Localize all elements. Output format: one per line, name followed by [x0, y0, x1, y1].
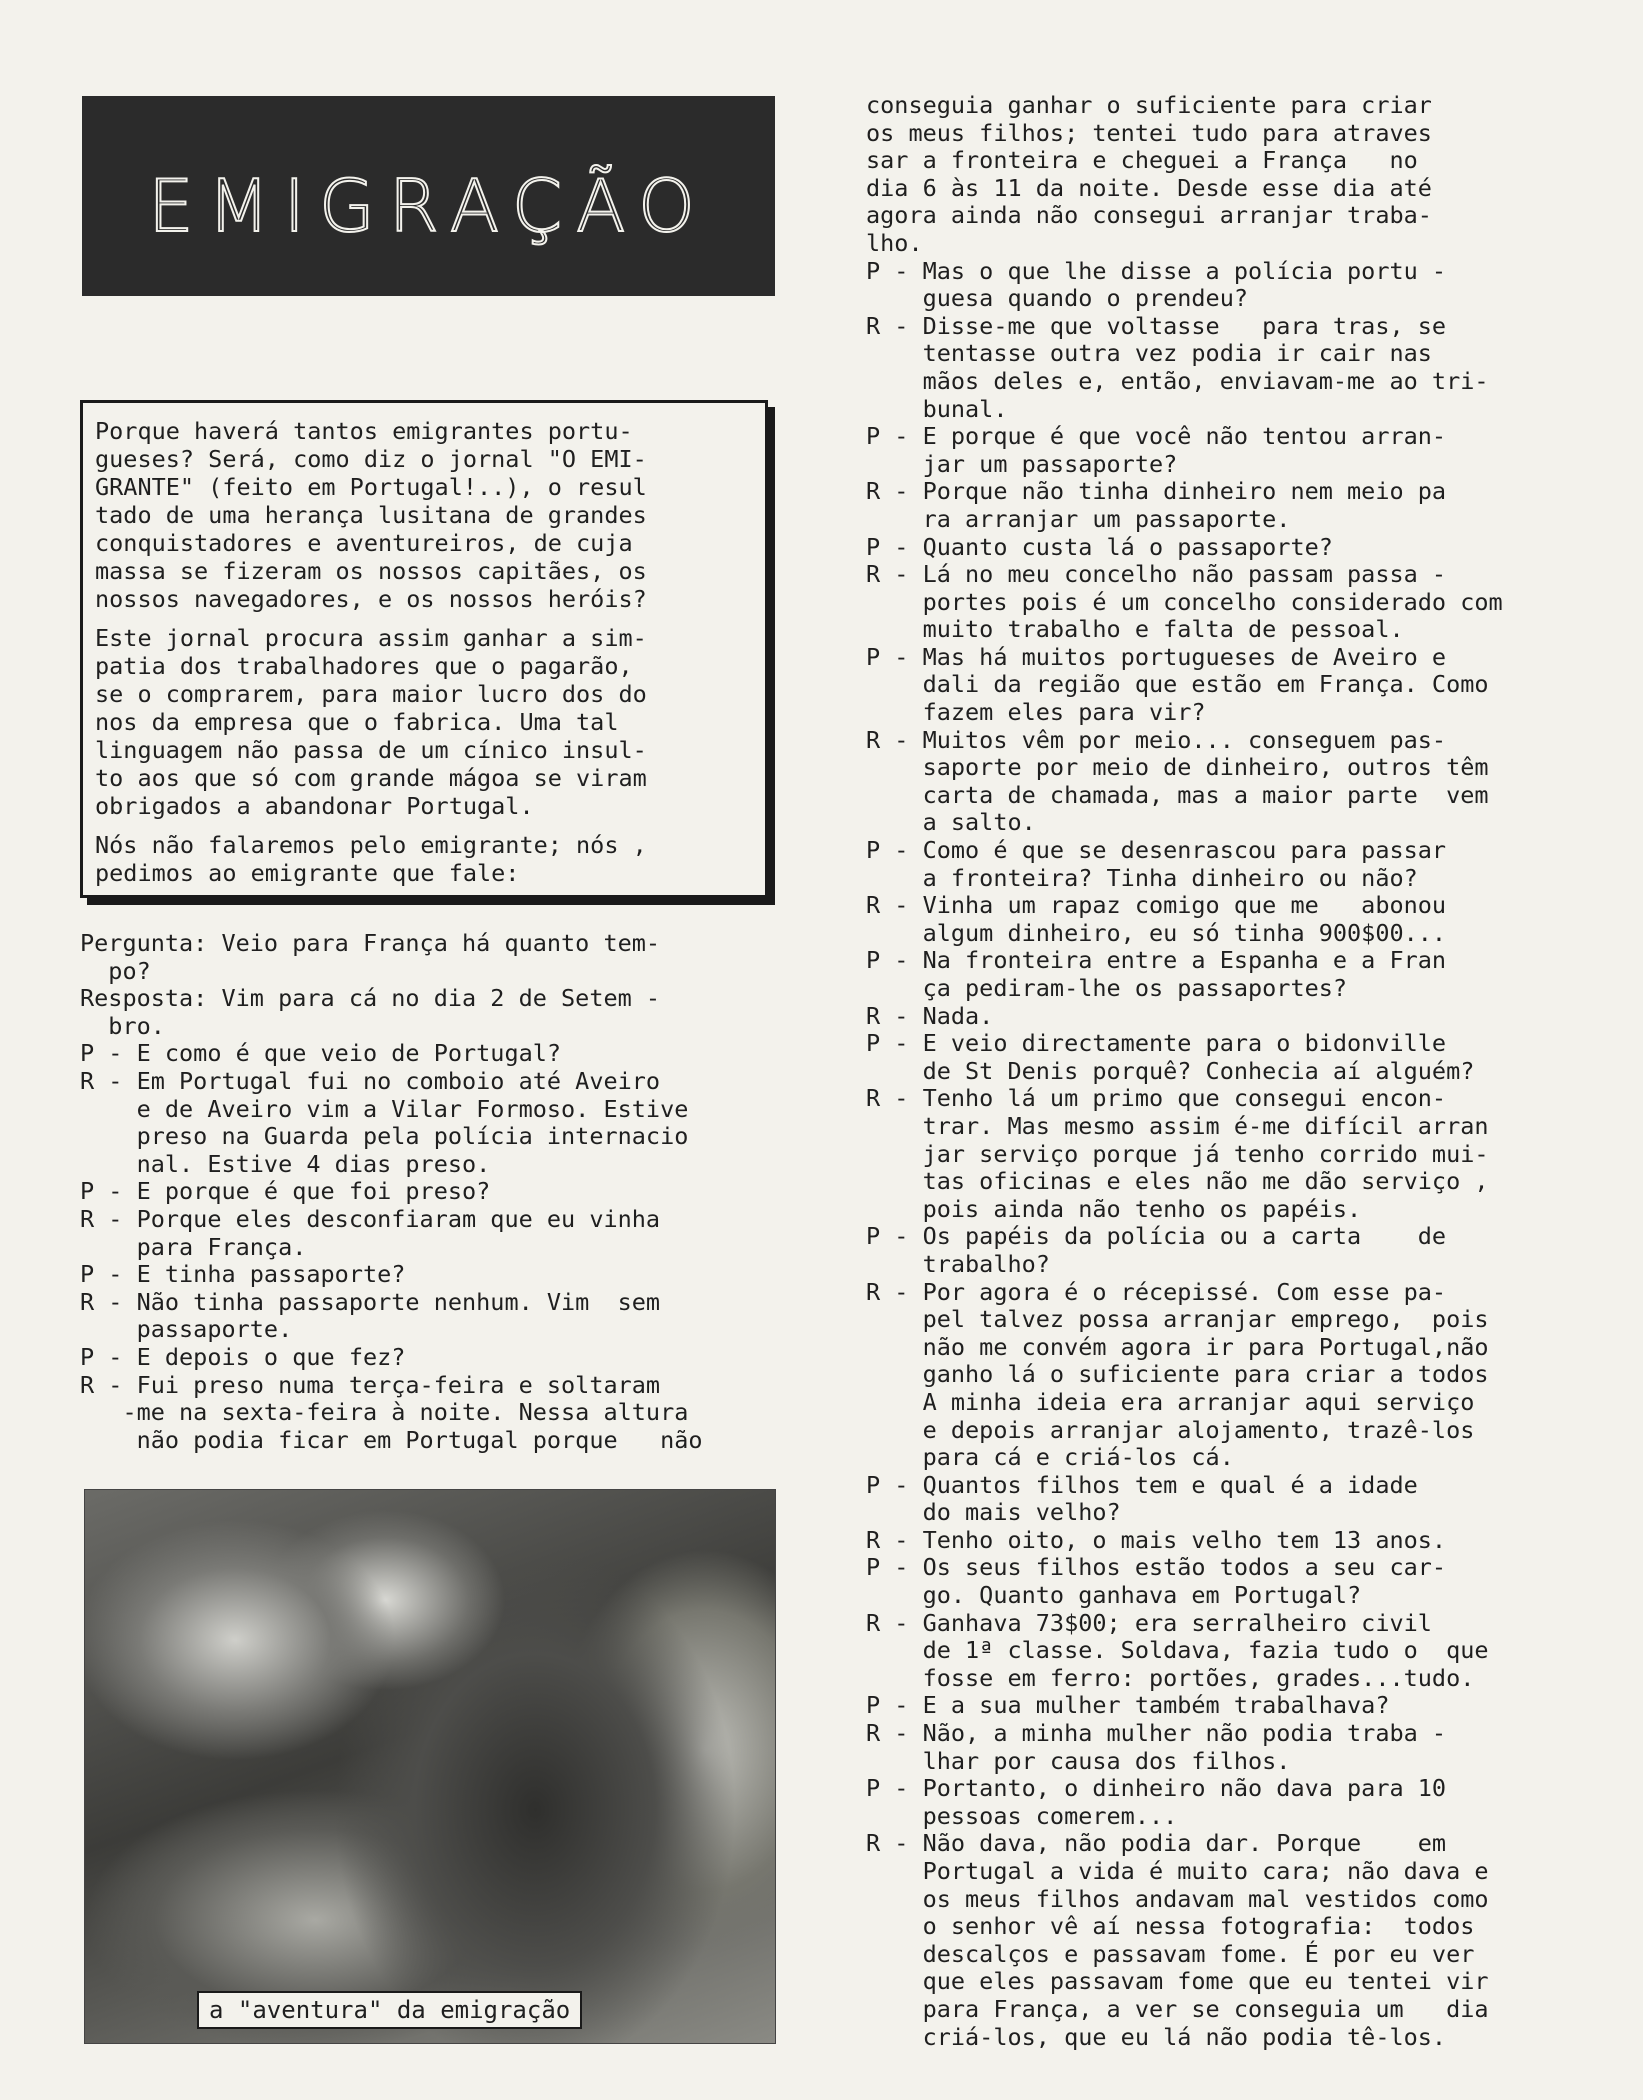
interview-line: R - Não dava, não podia dar. Porque em [866, 1829, 1447, 1858]
interview-line: R - Nada. [866, 1001, 994, 1030]
interview-line: preso na Guarda pela polícia internacio [80, 1122, 689, 1151]
interview-line: R - Tenho lá um primo que consegui encon- [866, 1084, 1447, 1113]
interview-line: P - Os papéis da polícia ou a carta de [866, 1222, 1447, 1251]
interview-line: A minha ideia era arranjar aqui serviço [866, 1387, 1475, 1416]
interview-line: a fronteira? Tinha dinheiro ou não? [866, 863, 1418, 892]
interview-line: muito trabalho e falta de pessoal. [866, 615, 1404, 644]
intro-paragraph-2: Este jornal procura assim ganhar a sim- patia dos trabalhadores que o pagarão, se o comprarem, para maior lucro dos do nos da empresa que o fabrica. Uma tal linguagem não passa de um cínico insul- to aos que só com grande mágoa se viram obrigados a abandonar Portugal. [95, 624, 647, 820]
interview-line: R - Vinha um rapaz comigo que me abonou [866, 891, 1447, 920]
interview-line: bro. [80, 1011, 165, 1040]
interview-line: Pergunta: Veio para França há quanto tem- [80, 929, 661, 957]
interview-line: não me convém agora ir para Portugal,não [866, 1332, 1489, 1361]
title-banner [82, 96, 775, 296]
interview-line: R - Ganhava 73$00; era serralheiro civil [866, 1608, 1432, 1637]
interview-line: P - E porque é que foi preso? [80, 1177, 491, 1206]
interview-line: passaporte. [80, 1315, 293, 1344]
interview-line: tas oficinas e eles não me dão serviço , [866, 1167, 1489, 1196]
interview-line: P - Como é que se desenrascou para passar [866, 836, 1447, 865]
interview-line: lho. [866, 228, 923, 257]
interview-line: P - Portanto, o dinheiro não dava para 10 [866, 1774, 1447, 1803]
interview-line: go. Quanto ganhava em Portugal? [866, 1581, 1362, 1610]
interview-line: sar a fronteira e cheguei a França no [866, 146, 1418, 175]
interview-line: do mais velho? [866, 1498, 1121, 1527]
interview-line: P - Os seus filhos estão todos a seu car- [866, 1553, 1447, 1582]
interview-line: jar um passaporte? [866, 449, 1178, 478]
interview-line: guesa quando o prendeu? [866, 284, 1249, 313]
interview-line: portes pois é um concelho considerado com [866, 587, 1503, 616]
interview-line: mãos deles e, então, enviavam-me ao tri- [866, 366, 1489, 395]
interview-column-right [866, 92, 1566, 2051]
intro-paragraph-3: Nós não falaremos pelo emigrante; nós , pedimos ao emigrante que fale: [95, 831, 647, 887]
interview-line: po? [80, 956, 151, 985]
interview-line: R - Porque eles desconfiaram que eu vinha [80, 1204, 661, 1233]
interview-line: algum dinheiro, eu só tinha 900$00... [866, 918, 1447, 947]
interview-line: ra arranjar um passaporte. [866, 504, 1291, 533]
interview-line: descalços e passavam fome. É por eu ver [866, 1939, 1475, 1968]
interview-line: os meus filhos andavam mal vestidos como [866, 1884, 1489, 1913]
interview-line: fazem eles para vir? [866, 698, 1206, 727]
interview-line: P - Quanto custa lá o passaporte? [866, 532, 1333, 561]
interview-line: dia 6 às 11 da noite. Desde esse dia até [866, 173, 1432, 202]
interview-line: Resposta: Vim para cá no dia 2 de Setem - [80, 984, 661, 1013]
interview-line: para França. [80, 1232, 307, 1261]
interview-line: R - Porque não tinha dinheiro nem meio pa [866, 477, 1447, 506]
interview-line: P - E a sua mulher também trabalhava? [866, 1691, 1390, 1720]
interview-line: pois ainda não tenho os papéis. [866, 1194, 1362, 1223]
interview-line: para França, a ver se conseguia um dia [866, 1994, 1489, 2023]
interview-line: P - E tinha passaporte? [80, 1260, 406, 1289]
interview-line: trabalho? [866, 1249, 1050, 1278]
interview-line: trar. Mas mesmo assim é-me difícil arran [866, 1111, 1489, 1140]
interview-line: P - Mas o que lhe disse a polícia portu - [866, 256, 1447, 285]
interview-line: saporte por meio de dinheiro, outros têm [866, 753, 1489, 782]
interview-line: a salto. [866, 808, 1036, 837]
interview-line: dali da região que estão em França. Como [866, 670, 1489, 699]
interview-line: P - E depois o que fez? [80, 1342, 406, 1371]
interview-line: R - Muitos vêm por meio... conseguem pas- [866, 725, 1447, 754]
interview-line: R - Tenho oito, o mais velho tem 13 anos. [866, 1525, 1447, 1554]
interview-line: P - E porque é que você não tentou arran- [866, 422, 1447, 451]
interview-line: R - Disse-me que voltasse para tras, se [866, 311, 1447, 340]
interview-line: de St Denis porquê? Conhecia aí alguém? [866, 1056, 1475, 1085]
interview-line: pessoas comerem... [866, 1801, 1178, 1830]
interview-line: P - Quantos filhos tem e qual é a idade [866, 1470, 1418, 1499]
page-title: EMIGRAÇÃO [148, 164, 709, 248]
interview-line: -me na sexta-feira à noite. Nessa altura [80, 1398, 689, 1427]
interview-line: carta de chamada, mas a maior parte vem [866, 780, 1489, 809]
interview-line: P - Mas há muitos portugueses de Aveiro e [866, 642, 1447, 671]
interview-line: jar serviço porque já tenho corrido mui- [866, 1139, 1489, 1168]
interview-line: o senhor vê aí nessa fotografia: todos [866, 1912, 1475, 1941]
interview-line: lhar por causa dos filhos. [866, 1746, 1291, 1775]
interview-line: e de Aveiro vim a Vilar Formoso. Estive [80, 1094, 689, 1123]
interview-line: nal. Estive 4 dias preso. [80, 1149, 491, 1178]
interview-column-left [80, 930, 780, 1454]
interview-line: P - Na fronteira entre a Espanha e a Fran [866, 946, 1447, 975]
emigration-photo [84, 1489, 776, 2044]
intro-paragraph-1: Porque haverá tantos emigrantes portu- gueses? Será, como diz o jornal "O EMI- GRANTE" (feito em Portugal!..), o resul tado de uma herança lusitana de grandes conquistadores e aventureiros, de cuja massa se fizeram os nossos capitães, os nossos navegadores, e os nossos heróis? [95, 417, 647, 613]
interview-line: os meus filhos; tentei tudo para atraves [866, 118, 1432, 147]
interview-line: pel talvez possa arranjar emprego, pois [866, 1305, 1489, 1334]
interview-line: R - Fui preso numa terça-feira e soltaram [80, 1370, 661, 1399]
interview-line: conseguia ganhar o suficiente para criar [866, 91, 1432, 119]
photo-caption: a "aventura" da emigração [197, 1991, 582, 2029]
interview-line: R - Lá no meu concelho não passam passa - [866, 560, 1447, 589]
interview-line: para cá e criá-los cá. [866, 1443, 1234, 1472]
interview-line: de 1ª classe. Soldava, fazia tudo o que [866, 1636, 1489, 1665]
interview-line: R - Não tinha passaporte nenhum. Vim sem [80, 1287, 661, 1316]
interview-line: R - Em Portugal fui no comboio até Aveiro [80, 1066, 661, 1095]
interview-line: não podia ficar em Portugal porque não [80, 1425, 703, 1454]
interview-line: agora ainda não consegui arranjar traba- [866, 201, 1432, 230]
interview-line: que eles passavam fome que eu tentei vir [866, 1967, 1489, 1996]
interview-line: ganho lá o suficiente para criar a todos [866, 1360, 1489, 1389]
interview-line: criá-los, que eu lá não podia tê-los. [866, 2022, 1447, 2051]
interview-line: bunal. [866, 394, 1008, 423]
interview-line: ça pediram-lhe os passaportes? [866, 974, 1348, 1002]
interview-line: Portugal a vida é muito cara; não dava e [866, 1857, 1489, 1885]
interview-line: R - Por agora é o récepissé. Com esse pa- [866, 1277, 1447, 1306]
interview-line: P - E como é que veio de Portugal? [80, 1039, 562, 1068]
interview-line: R - Não, a minha mulher não podia traba - [866, 1719, 1447, 1748]
interview-line: fosse em ferro: portões, grades...tudo. [866, 1663, 1475, 1692]
interview-line: P - E veio directamente para o bidonville [866, 1029, 1447, 1058]
interview-line: e depois arranjar alojamento, trazê-los [866, 1415, 1475, 1444]
interview-line: tentasse outra vez podia ir cair nas [866, 339, 1432, 368]
intro-box [80, 400, 768, 898]
